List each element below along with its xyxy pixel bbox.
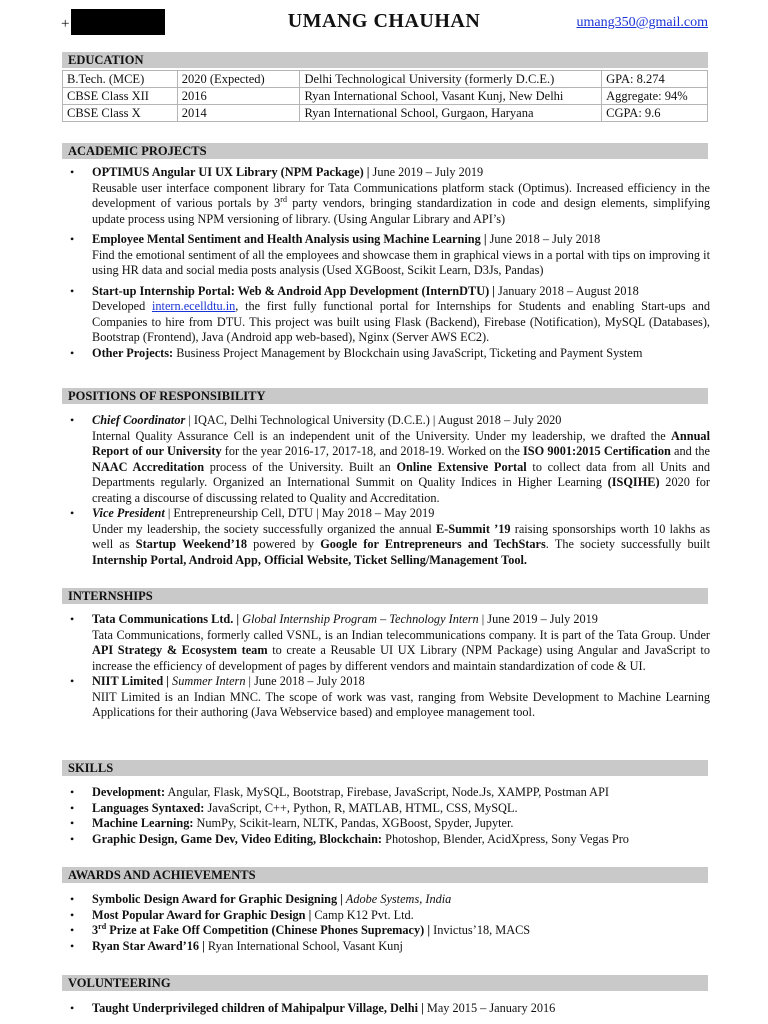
position-description — [92, 429, 710, 507]
year-cell: 2014 — [177, 105, 300, 122]
text: API Strategy & Ecosystem team — [92, 643, 268, 657]
project-date: June 2018 – July 2018 — [486, 232, 601, 246]
text: Developed — [92, 299, 152, 313]
list-item — [62, 232, 710, 279]
award-title: Prize at Fake Off Competition (Chinese Phones Supremacy) | — [106, 923, 431, 937]
list-item — [62, 908, 710, 924]
position-org: | IQAC, Delhi Technological University (D.C.E.) | August 2018 – July 2020 — [185, 413, 562, 427]
list-item — [62, 832, 710, 848]
year-cell: 2016 — [177, 88, 300, 105]
list-item — [62, 284, 710, 346]
project-title: Other Projects: — [92, 345, 174, 360]
skill-value: NumPy, Scikit-learn, NLTK, Pandas, XGBoost, Spyder, Jupyter. — [193, 816, 514, 830]
institution-cell: Ryan International School, Vasant Kunj, New Delhi — [300, 88, 602, 105]
skill-value: Photoshop, Blender, AcidXpress, Sony Vegas Pro — [382, 831, 629, 846]
section-awards-title: AWARDS AND ACHIEVEMENTS — [62, 867, 708, 883]
degree-cell: B.Tech. (MCE) — [63, 71, 178, 88]
table-row — [63, 71, 708, 88]
skill-label: Languages Syntaxed: — [92, 800, 205, 815]
text: Online Extensive Portal — [396, 459, 527, 474]
award-org: Camp K12 Pvt. Ltd. — [311, 907, 414, 922]
portal-link[interactable]: intern.ecelldtu.in — [151, 299, 236, 313]
award-org: Adobe Systems, India — [342, 892, 452, 906]
text: Reusable user interface component library for Tata Communications platform stack (Optimus). Increased efficiency in the development of various portals by 3 — [92, 180, 710, 210]
list-item — [62, 165, 710, 227]
text: Under my leadership, the society successfully organized the annual — [92, 521, 436, 536]
text: . The society successfully built — [545, 537, 710, 551]
list-item — [62, 1001, 710, 1017]
candidate-name: UMANG CHAUHAN — [287, 10, 481, 32]
text: Internship Portal, Android App, Official Website, Ticket Selling/Management Tool. — [92, 552, 528, 567]
list-item — [62, 939, 710, 955]
table-row — [63, 88, 708, 105]
list-item — [62, 674, 710, 721]
text: to collect data from all Units and Departments regularly. Organized an International Summit on Quality Indices in Higher Learning — [92, 459, 711, 489]
position-role: Chief Coordinator — [92, 413, 186, 427]
skill-value: Angular, Flask, MySQL, Bootstrap, Firebase, JavaScript, Node.Js, XAMPP, Postman API — [165, 785, 609, 799]
list-item — [62, 785, 710, 801]
position-org: | Entrepreneurship Cell, DTU | May 2018 – May 2019 — [164, 506, 435, 520]
internship-role: Global Internship Program – Technology Intern — [239, 612, 479, 626]
project-description: Business Project Management by Blockchain using JavaScript, Ticketing and Payment System — [173, 345, 643, 360]
institution-cell: Ryan International School, Gurgaon, Haryana — [300, 105, 602, 122]
email-link[interactable]: umang350@gmail.com — [576, 15, 708, 30]
list-item — [62, 413, 710, 506]
list-item — [62, 923, 710, 939]
project-description — [92, 181, 710, 228]
section-education-title: EDUCATION — [62, 52, 708, 68]
year-cell: 2020 (Expected) — [177, 71, 300, 88]
skill-label: Machine Learning: — [92, 816, 194, 830]
phone-prefix: + — [61, 16, 70, 32]
score-cell: GPA: 8.274 — [602, 71, 708, 88]
resume-header — [0, 8, 768, 38]
award-title: Symbolic Design Award for Graphic Designing | — [92, 892, 343, 906]
project-date: January 2018 – August 2018 — [494, 283, 639, 298]
text: E-Summit ’19 — [435, 521, 511, 536]
table-row — [63, 105, 708, 122]
section-positions-title: POSITIONS OF RESPONSIBILITY — [62, 388, 708, 404]
project-title: Employee Mental Sentiment and Health Analysis using Machine Learning | — [92, 232, 487, 246]
text: party vendors, bringing standardization in code and design elements, simplifying update process using NPM versioning of library. (Using Angular Library and API’s) — [92, 196, 710, 226]
award-org: Ryan International School, Vasant Kunj — [204, 938, 403, 953]
volunteer-title: Taught Underprivileged children of Mahipalpur Village, Delhi | — [92, 1001, 424, 1015]
internships-list — [62, 612, 710, 721]
project-description: Find the emotional sentiment of all the employees and showcase them in graphical views in a portal with tips on improving it using HR data and social media posts analysis (Used XGBoost, Scikit Learn, D3Js, Pandas) — [92, 247, 710, 277]
section-internships-title: INTERNSHIPS — [62, 588, 708, 604]
skill-label: Development: — [92, 785, 166, 799]
text: (ISQIHE) — [607, 475, 660, 489]
text: NAAC Accreditation — [92, 459, 205, 474]
superscript: rd — [280, 194, 287, 204]
projects-list — [62, 165, 710, 361]
text: ISO 9001:2015 Certification — [523, 444, 671, 458]
position-description — [92, 522, 710, 569]
institution-cell: Delhi Technological University (formerly D.C.E.) — [300, 71, 602, 88]
list-item — [62, 892, 710, 908]
text: raising sponsorships worth 10 lakhs as well as — [92, 521, 710, 551]
award-title: Ryan Star Award’16 | — [92, 938, 205, 953]
list-item — [62, 346, 710, 362]
internship-company: NIIT Limited | — [92, 674, 169, 688]
project-title: OPTIMUS Angular UI UX Library (NPM Package) | — [92, 165, 370, 179]
score-cell: Aggregate: 94% — [602, 88, 708, 105]
text: and the — [670, 444, 711, 458]
project-title: Start-up Internship Portal: Web & Android App Development (InternDTU) | — [92, 283, 495, 298]
text: to create a Reusable UI UX Library (NPM Package) using Angular and JavaScript to increase the efficiency of development of pages by different vendors and maintain standardization of code & UI. — [92, 643, 710, 673]
internship-role: Summer Intern — [168, 674, 246, 688]
degree-cell: CBSE Class X — [63, 105, 178, 122]
list-item — [62, 816, 710, 832]
score-cell: CGPA: 9.6 — [602, 105, 708, 122]
text: powered by — [246, 537, 321, 551]
position-role: Vice President — [92, 506, 165, 520]
section-volunteering-title: VOLUNTEERING — [62, 975, 708, 991]
award-title: 3 — [92, 923, 99, 937]
internship-date: | June 2019 – July 2019 — [478, 612, 598, 626]
text: Annual Report of our University — [92, 428, 710, 458]
volunteering-list — [62, 1001, 710, 1017]
internship-description — [92, 628, 710, 675]
superscript: rd — [98, 921, 107, 931]
volunteer-date: May 2015 – January 2016 — [423, 1001, 556, 1015]
section-skills-title: SKILLS — [62, 760, 708, 776]
positions-list — [62, 413, 710, 568]
skills-list — [62, 785, 710, 847]
skill-value: JavaScript, C++, Python, R, MATLAB, HTML, CSS, MySQL. — [204, 800, 518, 815]
internship-date: | June 2018 – July 2018 — [245, 674, 365, 688]
skill-label: Graphic Design, Game Dev, Video Editing, Blockchain: — [92, 831, 383, 846]
list-item — [62, 506, 710, 568]
text: process of the University. Built an — [204, 459, 397, 474]
text: , the first fully functional portal for Internships for Students and enabling Start-ups and Companies to hire from DTU. This project was built using Flask (Backend), Firebase (Notification), MySQL (Databases), Bootstrap (Frontend), Java (Android app web-based), Nginx (Server AWS EC2). — [92, 299, 710, 344]
section-projects-title: ACADEMIC PROJECTS — [62, 143, 708, 159]
text: Startup Weekend’18 — [135, 537, 247, 551]
award-org: Invictus’18, MACS — [430, 923, 531, 937]
project-description — [92, 299, 710, 346]
list-item — [62, 801, 710, 817]
list-item — [62, 612, 710, 674]
internship-description: NIIT Limited is an Indian MNC. The scope of work was vast, ranging from Website Development to Machine Learning Applications for their authoring (Java Webservice based) and employee management tool. — [92, 689, 710, 719]
text: 2020 for creating a discourse of discussing related to Quality and Accreditation. — [92, 475, 710, 505]
award-title: Most Popular Award for Graphic Design | — [92, 907, 312, 922]
internship-company: Tata Communications Ltd. | — [92, 612, 240, 626]
project-date: June 2019 – July 2019 — [369, 165, 484, 179]
text: Tata Communications, formerly called VSNL, is an Indian telecommunications company. It is part of the Tata Group. Under — [92, 627, 710, 642]
text: Google for Entrepreneurs and TechStars — [320, 537, 546, 551]
awards-list — [62, 892, 710, 954]
degree-cell: CBSE Class XII — [63, 88, 178, 105]
text: Internal Quality Assurance Cell is an independent unit of the University. Under my leadership, we drafted the — [92, 428, 672, 443]
education-table — [62, 70, 708, 122]
text: for the year 2016-17, 2017-18, and 2018-19. Worked on the — [221, 444, 524, 458]
